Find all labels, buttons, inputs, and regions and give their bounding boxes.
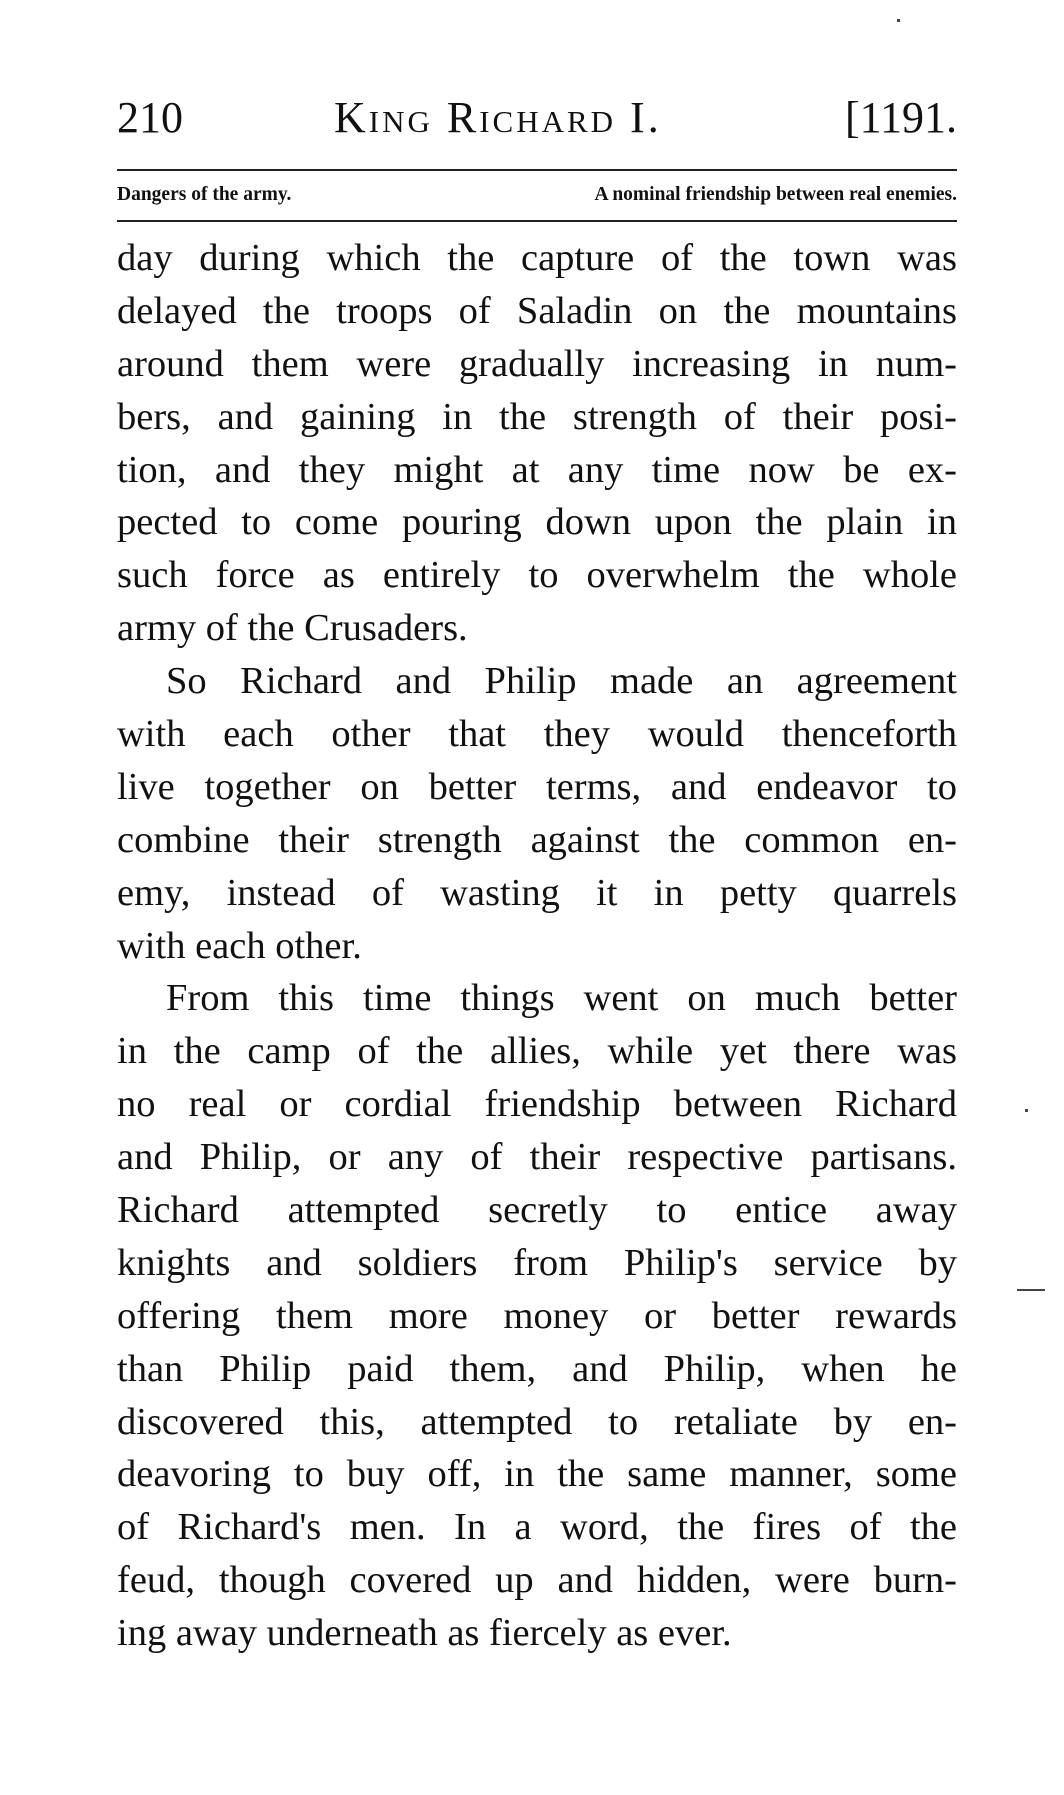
scan-speck xyxy=(897,19,900,22)
text-line: bers, and gaining in the strength of their posi- xyxy=(117,395,957,438)
marginal-subhead xyxy=(117,177,957,213)
text-line: and Philip, or any of their respective partisans. xyxy=(117,1136,957,1179)
text-line: with each other. xyxy=(117,924,362,967)
text-line: Richard attempted secretly to entice away xyxy=(117,1189,957,1232)
scan-speck xyxy=(1017,1289,1045,1291)
page-number: 210 xyxy=(117,93,183,142)
text-line: around them were gradually increasing in num- xyxy=(117,342,957,385)
text-line: combine their strength against the common en- xyxy=(117,818,957,861)
text-line: of Richard's men. In a word, the fires of the xyxy=(117,1506,957,1549)
text-line: army of the Crusaders. xyxy=(117,607,468,650)
header-rule-bottom xyxy=(117,220,957,222)
paragraph-first-line: From this time things went on much better xyxy=(166,977,957,1020)
text-line: in the camp of the allies, while yet there was xyxy=(117,1030,957,1073)
text-line: ing away underneath as fiercely as ever. xyxy=(117,1612,732,1655)
text-line: discovered this, attempted to retaliate by en- xyxy=(117,1400,957,1443)
paragraph-first-line: So Richard and Philip made an agreement xyxy=(166,660,957,703)
text-line: deavoring to buy off, in the same manner, some xyxy=(117,1453,957,1496)
text-line: such force as entirely to overwhelm the whole xyxy=(117,554,957,597)
text-line: no real or cordial friendship between Richard xyxy=(117,1083,957,1126)
text-line: day during which the capture of the town was xyxy=(117,237,957,279)
text-line: tion, and they might at any time now be ex- xyxy=(117,448,957,491)
text-line: pected to come pouring down upon the plain in xyxy=(117,501,957,544)
subhead-right: A nominal friendship between real enemies. xyxy=(594,184,957,205)
header-rule-top xyxy=(117,169,957,171)
text-line: with each other that they would thenceforth xyxy=(117,713,957,756)
subhead-left: Dangers of the army. xyxy=(117,184,292,205)
scan-speck xyxy=(1025,1109,1028,1112)
text-line: than Philip paid them, and Philip, when he xyxy=(117,1347,957,1390)
text-line: delayed the troops of Saladin on the mountains xyxy=(117,289,957,332)
body-text xyxy=(117,232,957,1660)
text-line: knights and soldiers from Philip's service by xyxy=(117,1241,957,1284)
text-line: live together on better terms, and endeavor to xyxy=(117,765,957,808)
running-year: [1191. xyxy=(844,93,957,142)
text-line: offering them more money or better rewards xyxy=(117,1294,957,1337)
running-title: King Richard I. xyxy=(334,93,662,142)
text-line: feud, though covered up and hidden, were burn- xyxy=(117,1559,957,1602)
text-line: emy, instead of wasting it in petty quarrels xyxy=(117,871,957,914)
running-head xyxy=(117,88,957,148)
